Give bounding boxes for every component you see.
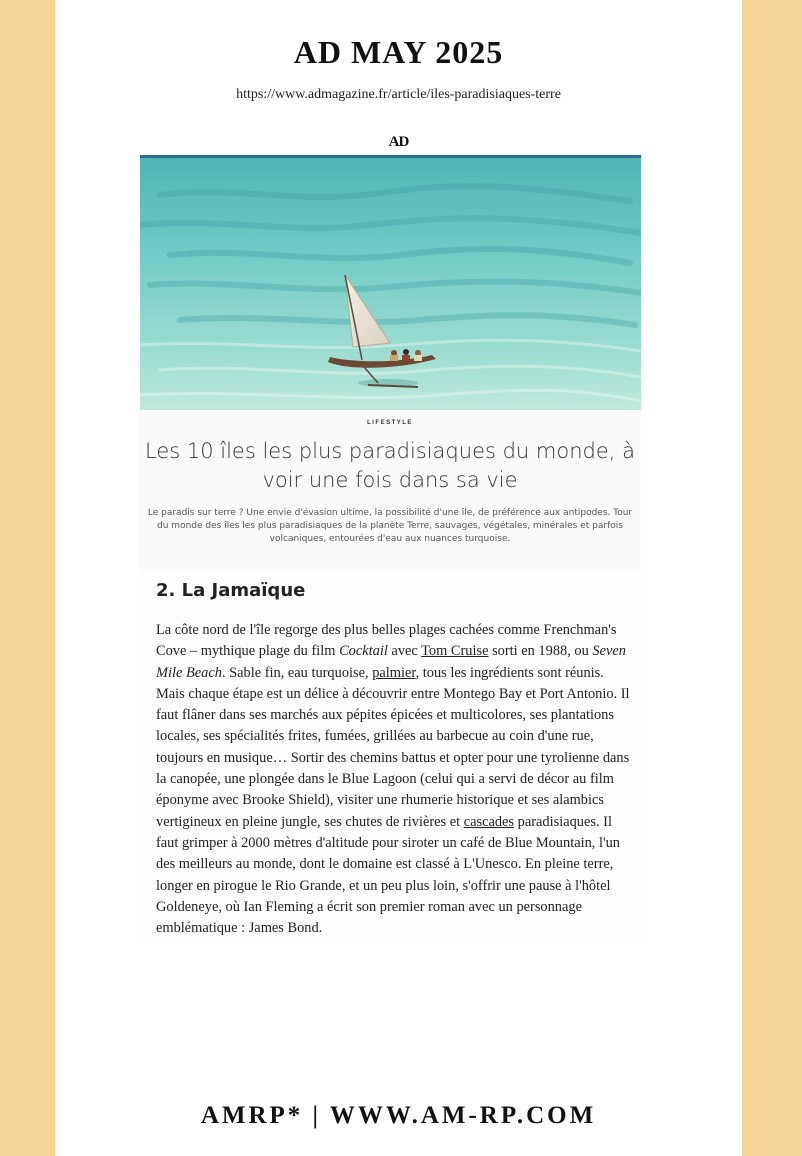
hero-image xyxy=(140,155,641,410)
body-text: . Sable fin, eau turquoise, xyxy=(221,664,373,681)
article-lead: Le paradis sur terre ? Une envie d'évasion ultime, la possibilité d'une île, de préférence aux antipodes. Tour du monde des îles les plus paradisiaques de la planète Terre, sauvages, végétales, minérales et parfois volcaniques, entourées d'eau aux nuances turquoise. xyxy=(147,508,633,544)
document-page xyxy=(55,0,742,1156)
section-body xyxy=(156,620,634,939)
body-text: , tous les ingrédients sont réunis. Mais chaque étape est un délice à découvrir entre Montego Bay et Port Antonio. Il faut flâner dans ses marchés aux pépites épicées et multicolores, ses plantations locales, ses spécialités frites, fumées, grillées au barbecue au coin d'une rue, toujours en musique… Sortir des chemins battus et opter pour une tyrolienne dans la canopée, une plongée dans le Blue Lagoon (celui qui a servi de décor au film éponyme avec Brooke Shield), visiter une rhumerie historique et ses alambics vertigineux en pleine jungle, ses chutes de rivières et xyxy=(156,664,630,830)
section-heading: 2. La Jamaïque xyxy=(156,580,306,601)
inline-link[interactable]: Tom Cruise xyxy=(421,643,489,660)
article-section xyxy=(140,570,648,945)
italic-title: Cocktail xyxy=(339,643,388,660)
document-title: AD MAY 2025 xyxy=(293,34,504,70)
inline-link[interactable]: cascades xyxy=(463,813,515,830)
article-header xyxy=(139,410,641,570)
body-text: avec xyxy=(387,643,422,660)
inline-link[interactable]: palmier xyxy=(372,664,416,681)
article-category: LIFESTYLE xyxy=(367,420,413,426)
ad-logo: AD xyxy=(388,134,409,150)
article-title: Les 10 îles les plus paradisiaques du monde, à voir une fois dans sa vie xyxy=(144,439,635,492)
footer-text: AMRP* | WWW.AM-RP.COM xyxy=(200,1102,597,1129)
body-text: paradisiaques. Il faut grimper à 2000 mètres d'altitude pour siroter un café de Blue Mountain, l'un des meilleurs au monde, dont le domaine est classé à L'Unesco. En pleine terre, longer en pirogue le Rio Grande, et un peu plus loin, s'offrir une pause à l'hôtel Goldeneye, où Ian Fleming a écrit son premier roman avec un personnage emblématique : James Bond. xyxy=(156,813,620,937)
body-text: sorti en 1988, ou xyxy=(488,643,593,660)
italic-title: Seven Mile Beach xyxy=(156,643,626,681)
body-text: La côte nord de l'île regorge des plus belles plages cachées comme Frenchman's Cove – mythique plage du film xyxy=(156,622,617,660)
source-url: https://www.admagazine.fr/article/iles-paradisiaques-terre xyxy=(236,87,561,102)
lagoon-photo xyxy=(140,155,641,410)
